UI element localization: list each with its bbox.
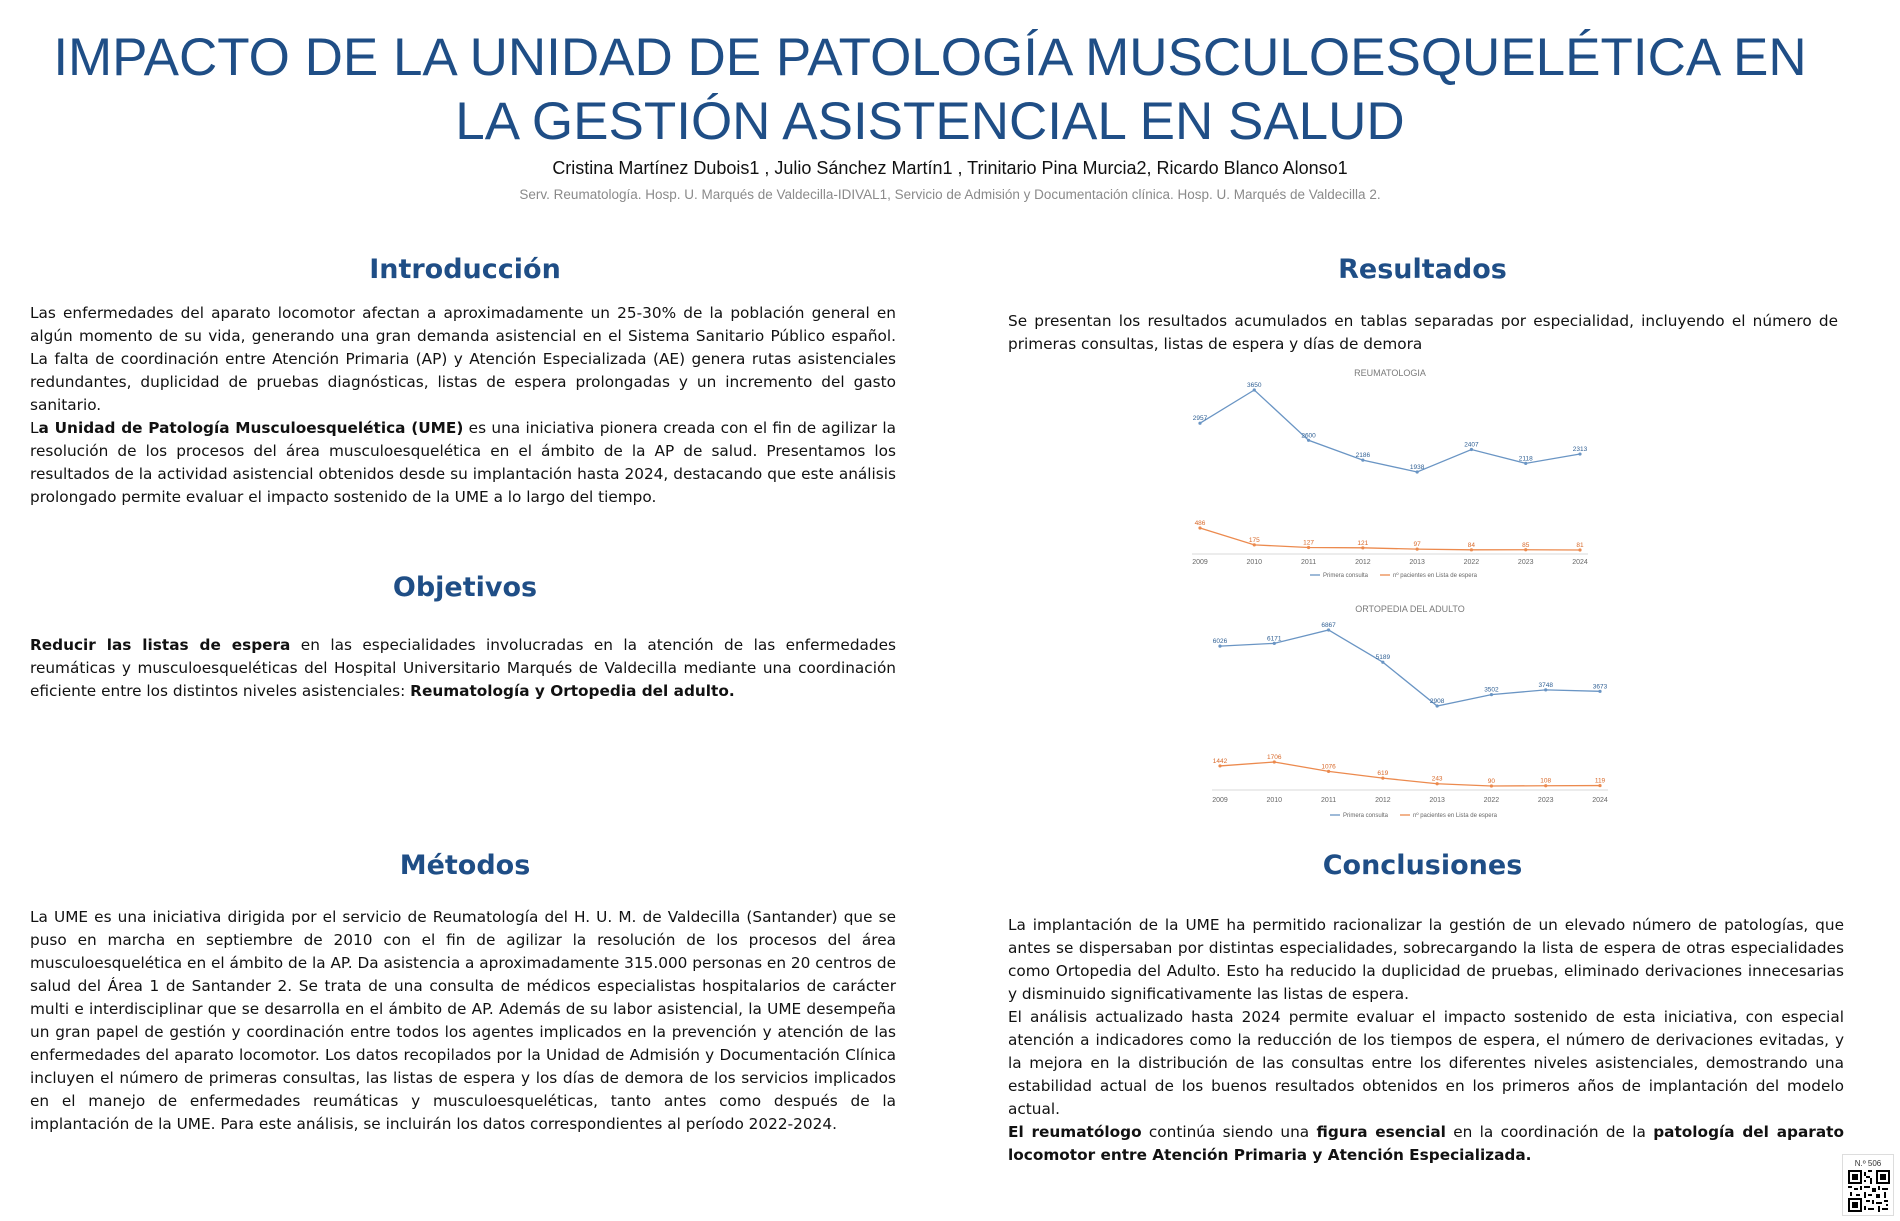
conclusiones-paragraph-2: El análisis actualizado hasta 2024 permite evaluar el impacto sostenido de esta iniciativa, con especial atención a indicadores como la reducción de los tiempos de espera, el número de derivaciones evitadas, y la mejora en la distribución de las consultas entre los diferentes niveles asistenciales, demostrando una estabilidad actual de los buenos resultados obtenidos en los primeros años de implantación del modelo actual. — [1008, 1008, 1844, 1118]
data-label-reumatologia-1-3: 121 — [1357, 539, 1369, 547]
conclusiones-bold-2: figura esencial — [1316, 1123, 1446, 1141]
data-label-ortopedia-1-3: 619 — [1377, 770, 1389, 778]
data-label-ortopedia-0-4: 2908 — [1429, 698, 1445, 705]
data-label-ortopedia-1-6: 108 — [1540, 777, 1552, 785]
chart-reumatologia — [1170, 362, 1610, 582]
introduccion-paragraph-2 — [30, 417, 896, 509]
chart-title-reumatologia: REUMATOLOGIA — [1354, 368, 1426, 378]
objetivos-bold-1: Reducir las listas de espera — [30, 636, 291, 654]
conclusiones-bold-3: patología del aparato locomotor entre Atención Primaria y Atención Especializada. — [1008, 1123, 1844, 1164]
title-line-2: LA GESTIÓN ASISTENCIAL EN SALUD — [455, 92, 1405, 151]
conclusiones-body — [1008, 914, 1844, 1167]
conclusiones-text-2: en la coordinación de la — [1445, 1123, 1654, 1141]
x-tick-ortopedia-6: 2023 — [1537, 797, 1554, 804]
conclusiones-text-1: continúa siendo una — [1141, 1123, 1317, 1141]
resultados-body: Se presentan los resultados acumulados en tablas separadas por especialidad, incluyendo el número de primeras consultas, listas de espera y días de demora — [1008, 312, 1838, 353]
introduccion-p2-rest: es una iniciativa pionera creada con el fin de agilizar la resolución de los procesos del área musculoesquelética en el ámbito de la AP de salud. Presentamos los resultados de la actividad asistencial obtenidos desde su implantación hasta 2024, destacando que este análisis prolongado permite evaluar el impacto sostenido de la UME a lo largo del tiempo. — [30, 419, 896, 506]
data-label-reumatologia-0-6: 2118 — [1518, 455, 1533, 463]
qr-code-icon — [1848, 1170, 1890, 1212]
data-label-ortopedia-1-5: 90 — [1487, 778, 1496, 785]
data-label-reumatologia-0-1: 3650 — [1247, 382, 1262, 389]
data-label-reumatologia-0-4: 1938 — [1409, 464, 1425, 471]
data-label-reumatologia-0-7: 2313 — [1572, 446, 1588, 454]
x-tick-ortopedia-1: 2010 — [1266, 797, 1283, 804]
data-label-ortopedia-0-7: 3673 — [1592, 683, 1608, 691]
title-line-1: IMPACTO DE LA UNIDAD DE PATOLOGÍA MUSCULOESQUELÉTICA EN — [53, 28, 1807, 87]
conclusiones-paragraph-3 — [1008, 1121, 1844, 1167]
data-label-ortopedia-0-3: 5189 — [1375, 654, 1391, 662]
objetivos-text-1: en las especialidades involucradas en la atención de las enfermedades reumáticas y musculoesqueléticas del Hospital Universitario Marqués de Valdecilla mediante una coordinación eficiente entre los distintos niveles asistenciales: — [30, 636, 896, 700]
x-tick-ortopedia-7: 2024 — [1592, 797, 1608, 804]
authors: Cristina Martínez Dubois1 , Julio Sánchez Martín1 , Trinitario Pina Murcia2, Ricardo Blanco Alonso1 — [552, 158, 1348, 178]
data-label-reumatologia-0-3: 2186 — [1355, 452, 1371, 460]
introduccion-heading: Introducción — [369, 254, 561, 285]
data-label-ortopedia-1-1: 1706 — [1267, 754, 1282, 761]
objetivos-heading: Objetivos — [392, 572, 538, 603]
metodos-heading: Métodos — [399, 850, 531, 881]
data-label-reumatologia-0-2: 2600 — [1301, 432, 1316, 440]
x-tick-ortopedia-4: 2013 — [1429, 797, 1445, 804]
data-label-ortopedia-1-7: 119 — [1594, 777, 1606, 785]
data-label-reumatologia-0-0: 2957 — [1192, 415, 1208, 423]
legend-label-reumatologia-0: Primera consulta — [1323, 573, 1369, 579]
x-tick-reumatologia-7: 2024 — [1572, 559, 1588, 566]
data-label-ortopedia-0-6: 3748 — [1538, 681, 1553, 689]
poster-title — [40, 26, 1820, 154]
data-label-ortopedia-0-0: 6026 — [1212, 638, 1228, 646]
x-tick-reumatologia-3: 2012 — [1355, 559, 1371, 566]
data-label-reumatologia-1-5: 84 — [1467, 541, 1476, 549]
data-label-ortopedia-0-1: 6171 — [1267, 635, 1282, 643]
legend-label-reumatologia-1: nº pacientes en Lista de espera — [1393, 573, 1477, 579]
introduccion-p2-start: L — [30, 419, 39, 437]
objetivos-body — [30, 634, 896, 703]
affiliation: Serv. Reumatología. Hosp. U. Marqués de Valdecilla-IDIVAL1, Servicio de Admisión y Documentación clínica. Hosp. U. Marqués de Valdecilla 2. — [519, 187, 1381, 202]
poster-number: N.º 506 — [1854, 1159, 1882, 1168]
data-label-ortopedia-1-4: 243 — [1431, 775, 1443, 783]
x-tick-reumatologia-4: 2013 — [1409, 559, 1425, 566]
x-tick-reumatologia-1: 2010 — [1246, 559, 1263, 566]
objetivos-paragraph — [30, 634, 896, 703]
introduccion-p2-bold: a Unidad de Patología Musculoesquelética (UME) — [38, 419, 464, 437]
x-tick-ortopedia-5: 2022 — [1483, 797, 1500, 804]
metodos-body: La UME es una iniciativa dirigida por el servicio de Reumatología del H. U. M. de Valdecilla (Santander) que se puso en marcha en septiembre de 2010 con el fin de agilizar la resolución de los procesos del área musculoesquelética en el ámbito de la AP. Da asistencia a aproximadamente 315.000 personas en 20 centros de salud del Área 1 de Santander 2. Se trata de una consulta de médicos especialistas hospitalarios de carácter multi e interdisciplinar que se desarrolla en el ámbito de AP. Además de su labor asistencial, la UME desempeña un gran papel de gestión y coordinación entre todos los agentes implicados en la prevención y atención de las enfermedades del aparato locomotor. Los datos recopilados por la Unidad de Admisión y Documentación Clínica incluyen el número de primeras consultas, las listas de espera y los días de demora de los servicios implicados en el manejo de enfermedades reumáticas y musculoesqueléticas, tanto antes como después de la implantación de la UME. Para este análisis, se incluirán los datos correspondientes al período 2022-2024. — [30, 908, 896, 1133]
objetivos-bold-2: Reumatología y Ortopedia del adulto. — [410, 682, 735, 700]
x-tick-ortopedia-3: 2012 — [1375, 797, 1391, 804]
chart-reumatologia-svg — [1170, 362, 1610, 582]
chart-title-ortopedia: ORTOPEDIA DEL ADULTO — [1355, 604, 1465, 614]
data-label-ortopedia-1-2: 1076 — [1321, 763, 1336, 771]
introduccion-paragraph-1: Las enfermedades del aparato locomotor afectan a aproximadamente un 25-30% de la población general en algún momento de su vida, generando una gran demanda asistencial en el Sistema Sanitario Público español. La falta de coordinación entre Atención Primaria (AP) y Atención Especializada (AE) genera rutas asistenciales redundantes, duplicidad de pruebas diagnósticas, listas de espera prolongadas y un incremento del gasto sanitario. — [30, 304, 896, 414]
poster-number-badge — [1842, 1154, 1894, 1216]
conclusiones-bold-1: El reumatólogo — [1008, 1123, 1142, 1141]
x-tick-ortopedia-2: 2011 — [1321, 797, 1337, 804]
x-tick-reumatologia-2: 2011 — [1301, 559, 1317, 566]
chart-ortopedia-svg — [1190, 598, 1630, 828]
data-label-reumatologia-0-5: 2407 — [1464, 441, 1479, 449]
x-tick-reumatologia-0: 2009 — [1192, 559, 1208, 566]
x-tick-reumatologia-6: 2023 — [1517, 559, 1534, 566]
conclusiones-paragraph-1: La implantación de la UME ha permitido racionalizar la gestión de un elevado número de patologías, que antes se dispersaban por distintas especialidades, sobrecargando la lista de espera de otras especialidades como Ortopedia del Adulto. Esto ha reducido la duplicidad de pruebas, eliminado derivaciones innecesarias y disminuido significativamente las listas de espera. — [1008, 916, 1844, 1003]
conclusiones-heading: Conclusiones — [1322, 850, 1523, 881]
data-label-reumatologia-1-7: 81 — [1576, 542, 1584, 549]
data-label-ortopedia-0-5: 3502 — [1484, 686, 1499, 694]
chart-ortopedia — [1190, 598, 1630, 828]
x-tick-ortopedia-0: 2009 — [1212, 797, 1228, 804]
legend-label-ortopedia-0: Primera consulta — [1343, 813, 1389, 819]
legend-label-ortopedia-1: nº pacientes en Lista de espera — [1413, 813, 1497, 819]
data-label-reumatologia-1-4: 97 — [1413, 541, 1421, 549]
data-label-reumatologia-1-1: 175 — [1248, 536, 1260, 544]
data-label-reumatologia-1-0: 486 — [1194, 520, 1206, 527]
introduccion-body — [30, 302, 896, 509]
data-label-reumatologia-1-6: 85 — [1522, 541, 1530, 549]
x-tick-reumatologia-5: 2022 — [1463, 559, 1480, 566]
resultados-heading: Resultados — [1338, 254, 1507, 285]
data-label-reumatologia-1-2: 127 — [1303, 539, 1315, 547]
data-label-ortopedia-1-0: 1442 — [1212, 757, 1228, 765]
data-label-ortopedia-0-2: 6867 — [1321, 622, 1336, 629]
